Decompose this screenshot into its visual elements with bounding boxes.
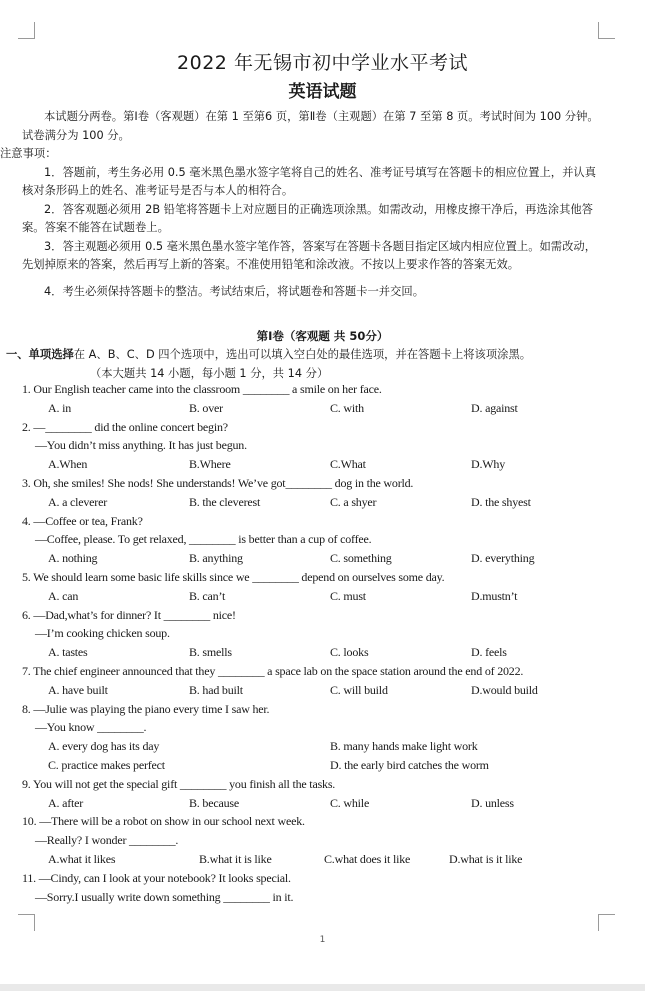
option: C. must <box>330 588 366 603</box>
section-title: 第Ⅰ卷（客观题 共 50分） <box>256 329 389 343</box>
notice-item: 3．答主观题必须用 0.5 毫米黑色墨水签字笔作答，答案写在答题卡各题目指定区域内相应位置上。如需改动，先划掉原来的答案，然后再写上新的答案。不准使用铅笔和涂改液。不按以上要求作答的答案无效。 <box>22 239 596 271</box>
option: B.what it is like <box>199 851 272 866</box>
option: B. anything <box>189 551 243 566</box>
option: D. the shyest <box>471 494 531 509</box>
option: C. something <box>330 551 392 566</box>
option: C. with <box>330 400 364 415</box>
question-response: —Sorry.I usually write down something ________ in it. <box>35 889 294 904</box>
options-row <box>22 681 612 700</box>
question-stem: 1. Our English teacher came into the classroom ________ a smile on her face. <box>22 382 382 396</box>
notice-item: 4．考生必须保持答题卡的整洁。考试结束后，将试题卷和答题卡一并交回。 <box>44 284 424 298</box>
options-row <box>22 455 612 474</box>
part-label: 一、单项选择 <box>6 348 74 361</box>
option: A. in <box>48 400 72 415</box>
option: D.Why <box>471 457 505 472</box>
question-stem: 11. —Cindy, can I look at your notebook? It looks special. <box>22 870 291 885</box>
option: B.Where <box>189 457 231 472</box>
question-response: —You didn’t miss anything. It has just begun. <box>35 438 247 453</box>
notice-item: 2．答客观题必须用 2B 铅笔将答题卡上对应题目的正确选项涂黑。如需改动，用橡皮擦干净后，再选涂其他答案。答案不能答在试题卷上。 <box>22 202 593 234</box>
option: C. while <box>330 795 370 810</box>
intro-paragraph: 本试题分两卷。第Ⅰ卷（客观题）在第 1 至第6 页，第Ⅱ卷（主观题）在第 7 至第 8 页。考试时间为 100 分钟。试卷满分为 100 分。 <box>22 110 599 142</box>
options-row <box>22 549 612 568</box>
options-row <box>22 737 612 756</box>
option: B. the cleverest <box>189 494 261 509</box>
exam-title: 2022 年无锡市初中学业水平考试 <box>177 52 468 74</box>
option: A. tastes <box>48 645 88 660</box>
option: A. every dog has its day <box>48 739 160 754</box>
option: C. practice makes perfect <box>48 757 165 772</box>
options-row <box>22 493 612 512</box>
option: B. over <box>189 400 223 415</box>
page-bottom-edge <box>0 984 645 991</box>
option: C. looks <box>330 645 369 660</box>
crop-mark-top-right <box>598 22 615 39</box>
option: B. many hands make light work <box>330 739 478 754</box>
option: C. a shyer <box>330 494 377 509</box>
part-heading <box>6 346 616 383</box>
question-stem: 5. We should learn some basic life skills since we ________ depend on ourselves some day. <box>22 569 445 584</box>
option: A. after <box>48 795 84 810</box>
crop-mark-top-left <box>18 22 35 39</box>
question-stem: 2. —________ did the online concert begin? <box>22 419 228 434</box>
question-response: —You know ________. <box>35 720 147 735</box>
option: A. a cleverer <box>48 494 108 509</box>
options-row <box>22 399 612 418</box>
options-row <box>22 587 612 606</box>
option: C. will build <box>330 682 388 697</box>
option: D.mustn’t <box>471 588 518 603</box>
option: C.What <box>330 457 366 472</box>
option: B. smells <box>189 645 232 660</box>
option: D. everything <box>471 551 535 566</box>
option: A. have built <box>48 682 108 697</box>
question-stem: 6. —Dad,what’s for dinner? It ________ nice! <box>22 607 236 622</box>
option: A.When <box>48 457 88 472</box>
question-stem: 8. —Julie was playing the piano every time I saw her. <box>22 701 270 716</box>
question-list <box>22 380 612 906</box>
question-response: —I’m cooking chicken soup. <box>35 626 170 641</box>
question-stem: 7. The chief engineer announced that they ________ a space lab on the space station around the end of 2022. <box>22 663 524 678</box>
option: A.what it likes <box>48 851 116 866</box>
crop-mark-bottom-left <box>18 914 35 931</box>
option: D.would build <box>471 682 538 697</box>
option: B. had built <box>189 682 243 697</box>
options-row <box>22 794 612 813</box>
notice-label: 注意事项： <box>0 147 57 160</box>
crop-mark-bottom-right <box>598 914 615 931</box>
question-response: —Coffee, please. To get relaxed, ________ is better than a cup of coffee. <box>35 532 372 547</box>
option: C.what does it like <box>324 851 411 866</box>
option: D. the early bird catches the worm <box>330 757 489 772</box>
options-row <box>22 850 612 869</box>
page-number: 1 <box>319 935 326 945</box>
exam-subtitle: 英语试题 <box>288 82 357 102</box>
part-note: （本大题共 14 小题，每小题 1 分，共 14 分） <box>90 366 329 380</box>
option: B. because <box>189 795 239 810</box>
question-stem: 4. —Coffee or tea, Frank? <box>22 513 143 528</box>
option: D. unless <box>471 795 514 810</box>
options-row <box>22 643 612 662</box>
instructions <box>0 108 604 301</box>
option: A. can <box>48 588 79 603</box>
question-response: —Really? I wonder ________. <box>35 833 179 848</box>
question-stem: 3. Oh, she smiles! She nods! She understands! We’ve got________ dog in the world. <box>22 475 414 490</box>
question-stem: 9. You will not get the special gift ________ you finish all the tasks. <box>22 776 336 791</box>
option: D. against <box>471 400 518 415</box>
notice-item: 1．答题前，考生务必用 0.5 毫米黑色墨水签字笔将自己的姓名、准考证号填写在答题卡的相应位置上，并认真核对条形码上的姓名、准考证号是否与本人的相符合。 <box>22 165 596 197</box>
option: B. can’t <box>189 588 226 603</box>
question-stem: 10. —There will be a robot on show in our school next week. <box>22 814 305 829</box>
option: D.what is it like <box>449 851 523 866</box>
option: A. nothing <box>48 551 98 566</box>
option: D. feels <box>471 645 507 660</box>
options-row <box>22 756 612 775</box>
part-instruction: 在 A、B、C、D 四个选项中，选出可以填入空白处的最佳选项，并在答题卡上将该项涂黑。 <box>73 348 532 361</box>
